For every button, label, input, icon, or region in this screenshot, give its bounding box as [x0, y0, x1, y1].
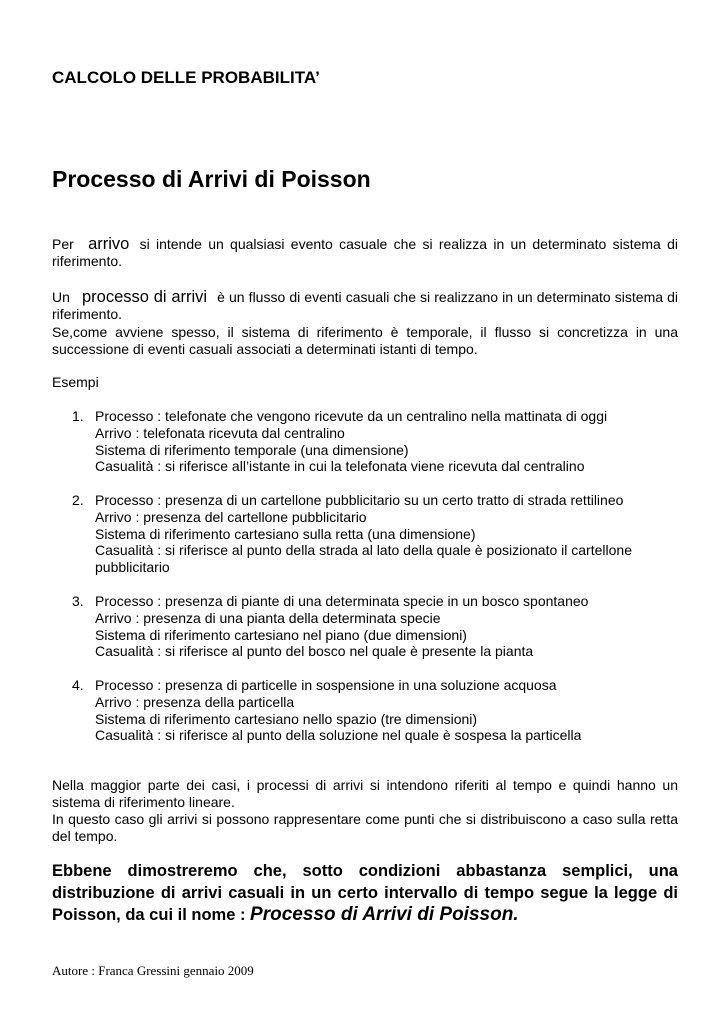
list-item-number: 1. [72, 408, 84, 424]
list-item-number: 3. [72, 593, 84, 609]
example-casualita: Casualità : si riferisce al punto del bosco nel quale è presente la pianta [95, 643, 534, 660]
definition-processo-text: è un flusso di eventi casuali che si realizzano in un determinato sistema di riferimento. [52, 289, 678, 322]
definition-processo-prefix: Un [52, 289, 74, 305]
footer-author: Autore : Franca Gressini gennaio 2009 [52, 963, 254, 978]
definition-arrivo [52, 236, 678, 270]
example-sistema: Sistema di riferimento cartesiano sulla retta (una dimensione) [95, 525, 476, 542]
example-sistema: Sistema di riferimento cartesiano nel piano (due dimensioni) [95, 626, 467, 643]
example-arrivo: Arrivo : presenza del cartellone pubblicitario [95, 508, 367, 525]
definition-arrivo-term: arrivo [88, 235, 130, 253]
list-item-number: 2. [72, 492, 84, 508]
definition-arrivo-prefix: Per [52, 236, 81, 252]
closing-paragraph-2: In questo caso gli arrivi si possono rappresentare come punti che si distribuiscono a caso sulla retta del tempo. [52, 811, 678, 844]
examples-label: Esempi [52, 374, 99, 390]
example-casualita: Casualità : si riferisce al punto della strada al lato della quale è posizionato il cartellone pubblicitario [95, 542, 632, 576]
definition-arrivo-text: si intende un qualsiasi evento casuale che si realizza in un determinato sistema di riferimento. [52, 236, 678, 269]
closing-paragraph-1: Nella maggior parte dei casi, i processi di arrivi si intendono riferiti al tempo e quindi hanno un sistema di riferimento lineare. [52, 777, 678, 810]
example-arrivo: Arrivo : telefonata ricevuta dal centralino [95, 424, 345, 441]
example-processo: Processo : presenza di particelle in sospensione in una soluzione acquosa [95, 677, 557, 693]
example-casualita: Casualità : si riferisce all’istante in cui la telefonata viene ricevuta dal centralino [95, 458, 585, 475]
example-sistema: Sistema di riferimento cartesiano nello spazio (tre dimensioni) [95, 710, 478, 727]
example-arrivo: Arrivo : presenza della particella [95, 693, 295, 710]
example-processo: Processo : presenza di un cartellone pubblicitario su un certo tratto di strada rettilineo [95, 492, 624, 508]
example-arrivo: Arrivo : presenza di una pianta della determinata specie [95, 609, 441, 626]
page-title: Processo di Arrivi di Poisson [52, 166, 371, 192]
example-processo: Processo : presenza di piante di una determinata specie in un bosco spontaneo [95, 593, 589, 609]
definition-processo-term: processo di arrivi [81, 288, 208, 306]
final-statement-text: Ebbene dimostreremo che, sotto condizioni abbastanza semplici, una distribuzione di arrivi casuali in un certo intervallo di tempo segue la legge di Poisson, da cui il nome : [52, 862, 678, 924]
list-item-number: 4. [72, 677, 84, 693]
definition-processo [52, 289, 678, 323]
example-casualita: Casualità : si riferisce al punto della soluzione nel quale è sospesa la particella [95, 727, 582, 744]
definition-processo-detail: Se,come avviene spesso, il sistema di riferimento è temporale, il flusso si concretizza in una successione di eventi casuali associati a determinati istanti di tempo. [52, 324, 678, 357]
final-statement [52, 860, 678, 926]
example-sistema: Sistema di riferimento temporale (una dimensione) [95, 441, 409, 458]
example-processo: Processo : telefonate che vengono ricevute da un centralino nella mattinata di oggi [95, 408, 608, 424]
document-header: CALCOLO DELLE PROBABILITA’ [52, 68, 320, 87]
final-statement-emphasis: Processo di Arrivi di Poisson. [250, 904, 519, 925]
